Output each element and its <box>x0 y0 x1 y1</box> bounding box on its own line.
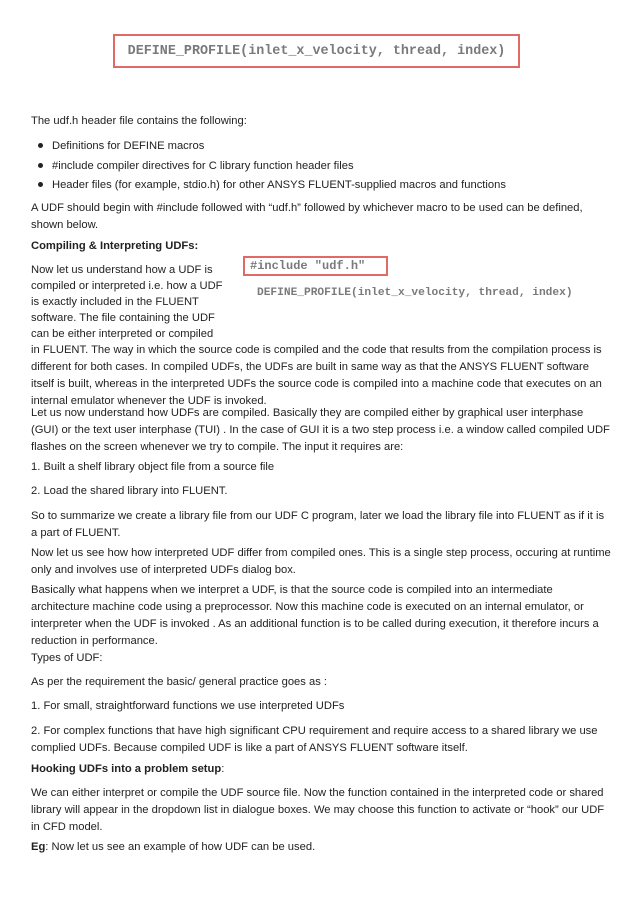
type-two: 2. For complex functions that have high significant CPU requirement and require access to a shared library we use complied UDFs. Because compiled UDF is like a part of ANSYS FLUENT software itself. <box>31 725 598 754</box>
bullet-item: Definitions for DEFINE macros <box>38 138 204 155</box>
udf-begin-paragraph: A UDF should begin with #include followed with “udf.h” followed by whichever macro to be used can be defined, shown below. <box>31 202 583 231</box>
bullet-item: #include compiler directives for C library function header files <box>38 158 354 175</box>
step-one: 1. Built a shelf library object file from a source file <box>31 461 275 473</box>
step-two: 2. Load the shared library into FLUENT. <box>31 485 228 497</box>
compiling-paragraph: in FLUENT. The way in which the source code is compiled and the code that results from the compilation process is different for both cases. In compiled UDFs, the UDFs are built in same way as that the ANSYS FLUENT software itself is built, whereas in the interpreted UDFs the source code is compiled into a machine code that executes on an internal emulator whenever the UDF is invoked. <box>31 344 602 407</box>
compiling-line: is exactly included in the FLUENT <box>31 296 199 308</box>
intro-text: The udf.h header file contains the following: <box>31 115 247 127</box>
compiling-heading: Compiling & Interpreting UDFs: <box>31 240 199 252</box>
basically-paragraph: Basically what happens when we interpret a UDF, is that the source code is compiled into an intermediate architecture machine code using a preprocessor. Now this machine code is executed on an internal emulator, or interpreter when the UDF is invoked . As an additional function is to be called during execution, it therefore incurs a reduction in performance. <box>31 584 599 647</box>
compiling-line: can be either interpreted or compiled <box>31 328 214 340</box>
bullet-dot-icon <box>38 143 43 148</box>
code-banner: DEFINE_PROFILE(inlet_x_velocity, thread, index) <box>113 34 520 68</box>
compiling-line: software. The file containing the UDF <box>31 312 215 324</box>
compiling-line: compiled or interpreted i.e. how a UDF <box>31 280 223 292</box>
practice-text: As per the requirement the basic/ general practice goes as : <box>31 676 328 688</box>
compiled-paragraph: Let us now understand how UDFs are compiled. Basically they are compiled either by graphical user interphase (GUI) or the text user interphase (TUI) . In the case of GUI it is a two step process i.e. a window called compiled UDF flashes on the screen whenever we try to compile. The input it requires are: <box>31 407 610 453</box>
bullet-dot-icon <box>38 163 43 168</box>
code-snippet <box>243 253 605 305</box>
interpreted-paragraph: Now let us see how how interpreted UDF differ from compiled ones. This is a single step process, occuring at runtime only and involves use of interpreted UDFs dialog box. <box>31 547 611 576</box>
hooking-paragraph: We can either interpret or compile the UDF source file. Now the function contained in the interpreted code or shared library will appear in the dropdown list in dialogue boxes. We may choose this function to activate or “hook” our UDF in CFD model. <box>31 787 605 833</box>
type-one: 1. For small, straightforward functions we use interpreted UDFs <box>31 700 345 712</box>
bullet-dot-icon <box>38 182 43 187</box>
bullet-item: Header files (for example, stdio.h) for other ANSYS FLUENT-supplied macros and functions <box>38 177 506 194</box>
types-heading: Types of UDF: <box>31 652 103 664</box>
hooking-heading: Hooking UDFs into a problem setup: <box>31 763 225 775</box>
compiling-line: Now let us understand how a UDF is <box>31 264 213 276</box>
define-profile-line: DEFINE_PROFILE(inlet_x_velocity, thread, index) <box>257 287 573 299</box>
summarize-paragraph: So to summarize we create a library file from our UDF C program, later we load the library file into FLUENT as if it is a part of FLUENT. <box>31 510 605 539</box>
example-line: Eg: Now let us see an example of how UDF can be used. <box>31 841 316 853</box>
include-directive: #include "udf.h" <box>243 256 388 276</box>
